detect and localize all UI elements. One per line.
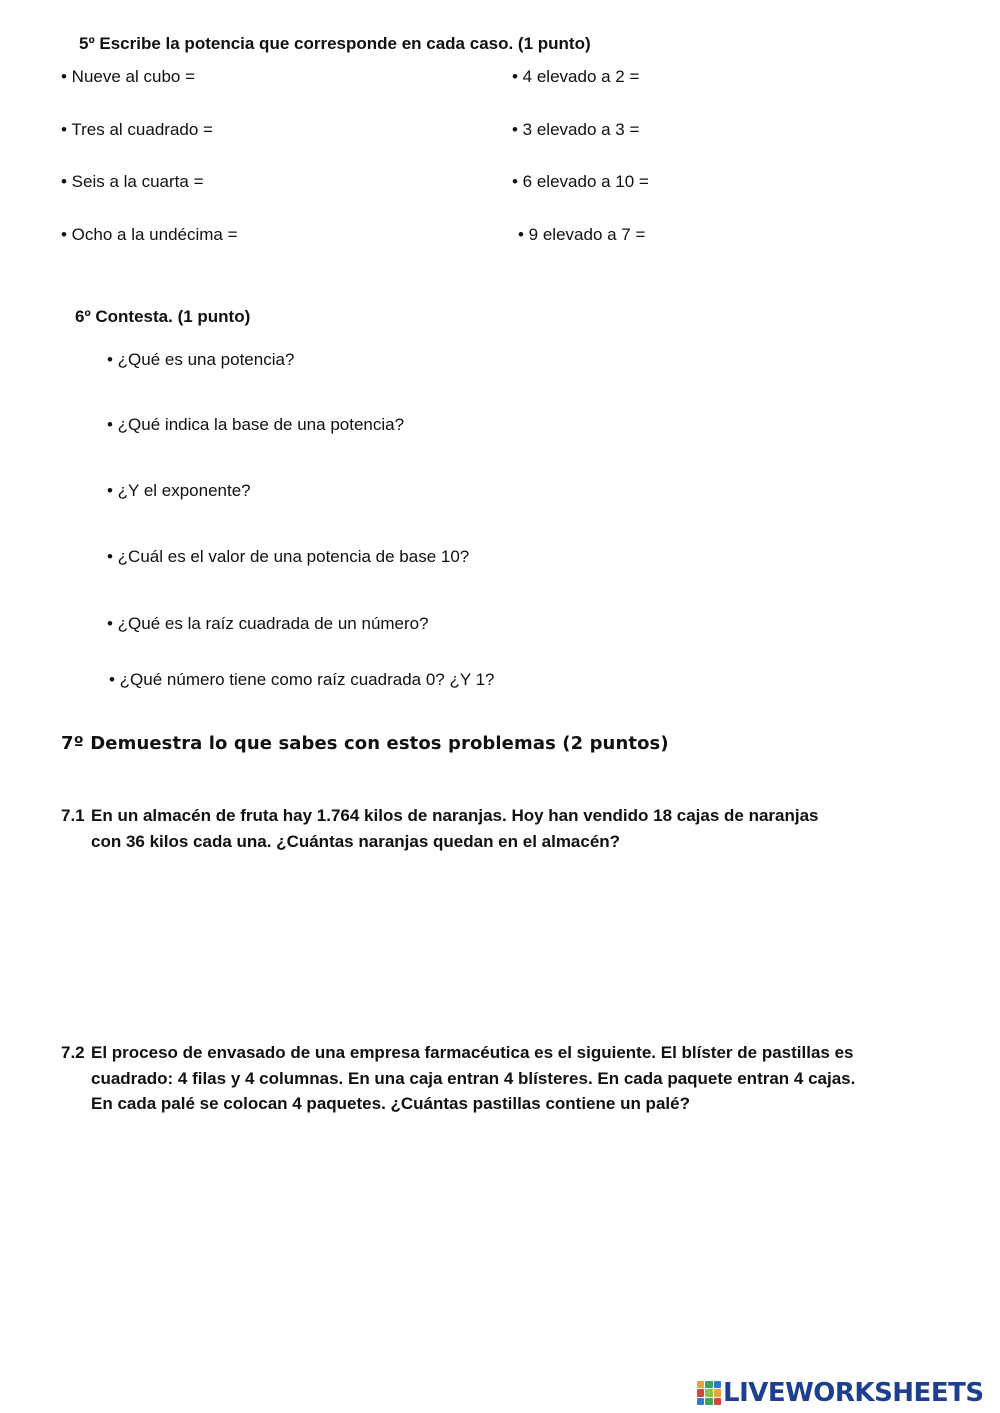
section-6-title: 6º Contesta. (1 punto) [75,307,251,326]
section-5-item-nueve-al-cubo: • Nueve al cubo = [61,67,196,86]
section-5-item-4-elevado-a-2: • 4 elevado a 2 = [512,67,640,86]
section-6-question: • ¿Qué es la raíz cuadrada de un número? [107,614,429,633]
section-5-title: 5º Escribe la potencia que corresponde en cada caso. (1 punto) [79,34,591,53]
section-5-item-seis-a-la-cuarta: • Seis a la cuarta = [61,172,204,191]
section-5-item-ocho-a-la-undecima: • Ocho a la undécima = [61,225,238,244]
problem-number: 7.2 [61,1043,85,1062]
problem-text-line: con 36 kilos cada una. ¿Cuántas naranjas quedan en el almacén? [91,831,621,851]
section-6-question: • ¿Y el exponente? [107,481,251,500]
section-6-question: • ¿Cuál es el valor de una potencia de base 10? [107,547,470,566]
section-5-item-9-elevado-a-7: • 9 elevado a 7 = [518,225,646,244]
section-6-question: • ¿Qué es una potencia? [107,350,295,369]
section-7-title: 7º Demuestra lo que sabes con estos problemas (2 puntos) [61,733,669,754]
logo-text: LIVEWORKSHEETS [723,1378,984,1408]
problem-7-1 [61,803,819,854]
problem-text-line: El proceso de envasado de una empresa farmacéutica es el siguiente. El blíster de pastillas es [91,1043,854,1062]
problem-number: 7.1 [61,806,85,825]
section-5-item-tres-al-cuadrado: • Tres al cuadrado = [61,120,213,139]
section-6-question: • ¿Qué indica la base de una potencia? [107,415,405,434]
liveworksheets-grid-icon [697,1381,721,1405]
liveworksheets-logo[interactable] [697,1378,984,1408]
section-5-item-3-elevado-a-3: • 3 elevado a 3 = [512,120,640,139]
problem-text-line: En cada palé se colocan 4 paquetes. ¿Cuántas pastillas contiene un palé? [91,1094,690,1113]
problem-text-line: cuadrado: 4 filas y 4 columnas. En una caja entran 4 blísteres. En cada paquete entran 4 cajas. [91,1068,856,1088]
section-6-question: • ¿Qué número tiene como raíz cuadrada 0? ¿Y 1? [109,670,495,689]
problem-7-2 [61,1040,855,1117]
section-5-item-6-elevado-a-10: • 6 elevado a 10 = [512,172,649,191]
problem-text-line: En un almacén de fruta hay 1.764 kilos de naranjas. Hoy han vendido 18 cajas de naranjas [91,806,819,825]
